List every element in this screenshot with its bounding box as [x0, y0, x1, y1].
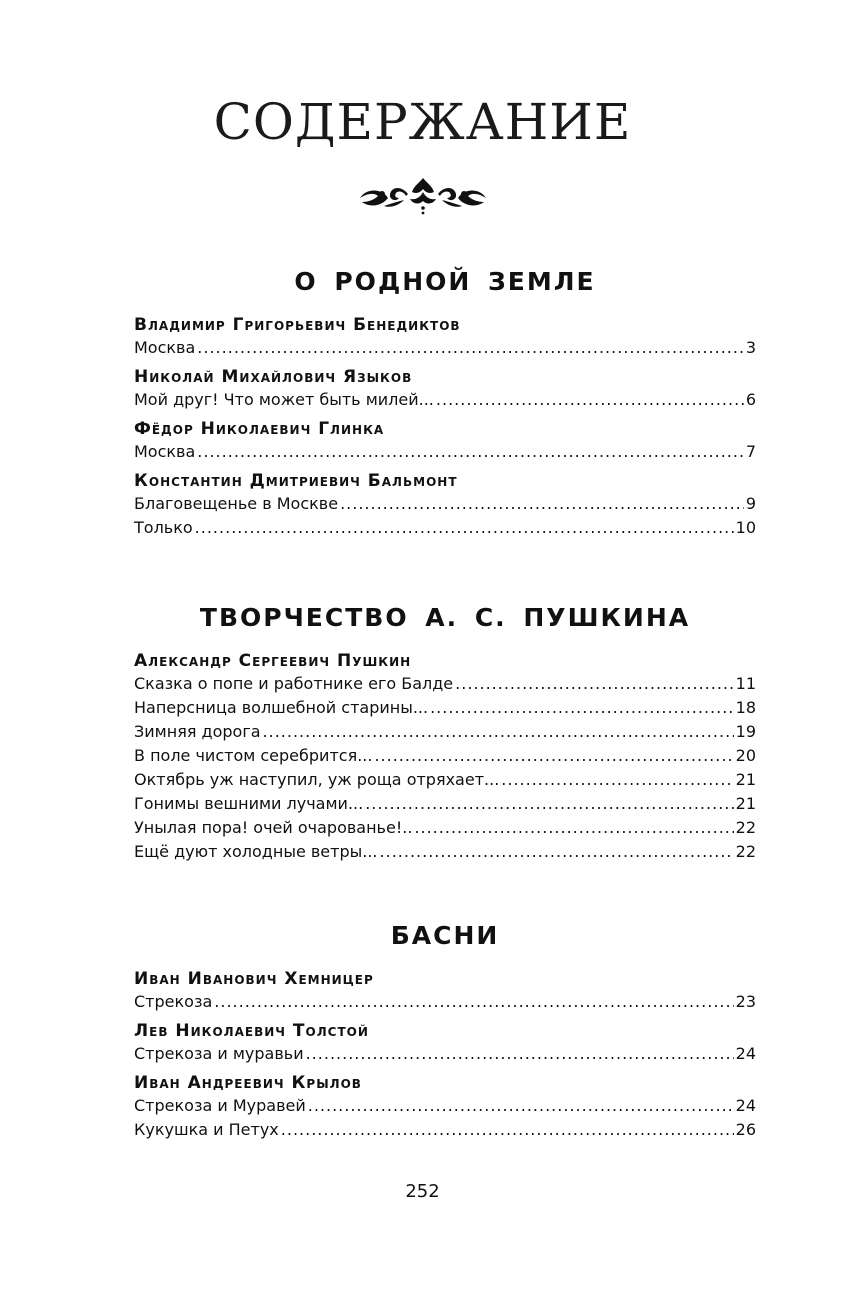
toc-entry[interactable] — [134, 744, 756, 768]
toc-entry[interactable] — [134, 840, 756, 864]
toc-entry[interactable] — [134, 516, 756, 540]
toc-entry[interactable] — [134, 990, 756, 1014]
dot-leader — [263, 720, 734, 744]
dot-leader — [281, 1118, 734, 1142]
dot-leader — [197, 336, 744, 360]
entry-page: 21 — [735, 770, 756, 789]
entry-page: 10 — [735, 518, 756, 537]
dot-leader — [501, 768, 733, 792]
toc-entry[interactable] — [134, 696, 756, 720]
page-number: 252 — [405, 1181, 440, 1202]
dot-leader — [430, 696, 734, 720]
toc-entry[interactable] — [134, 1094, 756, 1118]
dot-leader — [374, 744, 733, 768]
dot-leader — [214, 990, 733, 1014]
entry-title: Только — [134, 518, 193, 537]
entry-page: 19 — [735, 722, 756, 741]
entry-page: 24 — [735, 1044, 756, 1063]
toc-entry[interactable] — [134, 1042, 756, 1066]
entry-title: Октябрь уж наступил, уж роща отряхает... — [134, 770, 500, 789]
page-title: СОДЕРЖАНИЕ — [213, 93, 632, 151]
entry-page: 22 — [735, 818, 756, 837]
entry-page: 3 — [745, 338, 756, 357]
author-name: Фёдор Николаевич Глинка — [134, 419, 385, 439]
section-title: О РОДНОЙ ЗЕМЛЕ — [294, 267, 596, 296]
toc-section — [134, 602, 756, 864]
entry-title: Гонимы вешними лучами... — [134, 794, 364, 813]
toc-entry[interactable] — [134, 792, 756, 816]
dot-leader — [380, 840, 734, 864]
entry-title: Наперсница волшебной старины... — [134, 698, 429, 717]
entry-page: 22 — [735, 842, 756, 861]
author-name: Иван Иванович Хемницер — [134, 969, 374, 989]
section-title: БАСНИ — [390, 921, 500, 950]
toc-entry[interactable] — [134, 492, 756, 516]
dot-leader — [455, 672, 734, 696]
dot-leader — [306, 1042, 734, 1066]
toc-entry[interactable] — [134, 720, 756, 744]
entry-title: Унылая пора! очей очарованье!.. — [134, 818, 413, 837]
entry-title: В поле чистом серебрится... — [134, 746, 373, 765]
entry-title: Кукушка и Петух — [134, 1120, 279, 1139]
entry-title: Мой друг! Что может быть милей... — [134, 390, 434, 409]
dot-leader — [308, 1094, 734, 1118]
dot-leader — [197, 440, 744, 464]
dot-leader — [365, 792, 733, 816]
toc-entry[interactable] — [134, 1118, 756, 1142]
dot-leader — [436, 388, 744, 412]
entry-page: 7 — [745, 442, 756, 461]
toc-entry[interactable] — [134, 672, 756, 696]
entry-title: Стрекоза — [134, 992, 213, 1011]
entry-title: Стрекоза и муравьи — [134, 1044, 304, 1063]
author-name: Константин Дмитриевич Бальмонт — [134, 471, 458, 491]
entry-title: Благовещенье в Москве — [134, 494, 339, 513]
toc-section — [134, 920, 756, 1142]
entry-title: Стрекоза и Муравей — [134, 1096, 306, 1115]
entry-page: 18 — [735, 698, 756, 717]
author-name: Лев Николаевич Толстой — [134, 1021, 369, 1041]
floral-ornament-icon — [352, 172, 494, 220]
dot-leader — [414, 816, 733, 840]
entry-page: 6 — [745, 390, 756, 409]
toc-entry[interactable] — [134, 388, 756, 412]
author-name: Александр Сергеевич Пушкин — [134, 651, 412, 671]
entry-page: 23 — [735, 992, 756, 1011]
author-name: Иван Андреевич Крылов — [134, 1073, 362, 1093]
toc-entry[interactable] — [134, 816, 756, 840]
entry-title: Ещё дуют холодные ветры... — [134, 842, 378, 861]
entry-page: 11 — [735, 674, 756, 693]
entry-page: 21 — [735, 794, 756, 813]
entry-page: 20 — [735, 746, 756, 765]
entry-page: 9 — [745, 494, 756, 513]
author-name: Николай Михайлович Языков — [134, 367, 413, 387]
toc-entry[interactable] — [134, 336, 756, 360]
dot-leader — [195, 516, 734, 540]
entry-title: Сказка о попе и работнике его Балде — [134, 674, 454, 693]
entry-page: 24 — [735, 1096, 756, 1115]
entry-title: Москва — [134, 338, 196, 357]
entry-page: 26 — [735, 1120, 756, 1139]
author-name: Владимир Григорьевич Бенедиктов — [134, 315, 461, 335]
toc-entry[interactable] — [134, 768, 756, 792]
dot-leader — [340, 492, 744, 516]
entry-title: Москва — [134, 442, 196, 461]
section-title: ТВОРЧЕСТВО А. С. ПУШКИНА — [199, 603, 691, 632]
toc-entry[interactable] — [134, 440, 756, 464]
entry-title: Зимняя дорога — [134, 722, 261, 741]
toc-section — [134, 266, 756, 540]
